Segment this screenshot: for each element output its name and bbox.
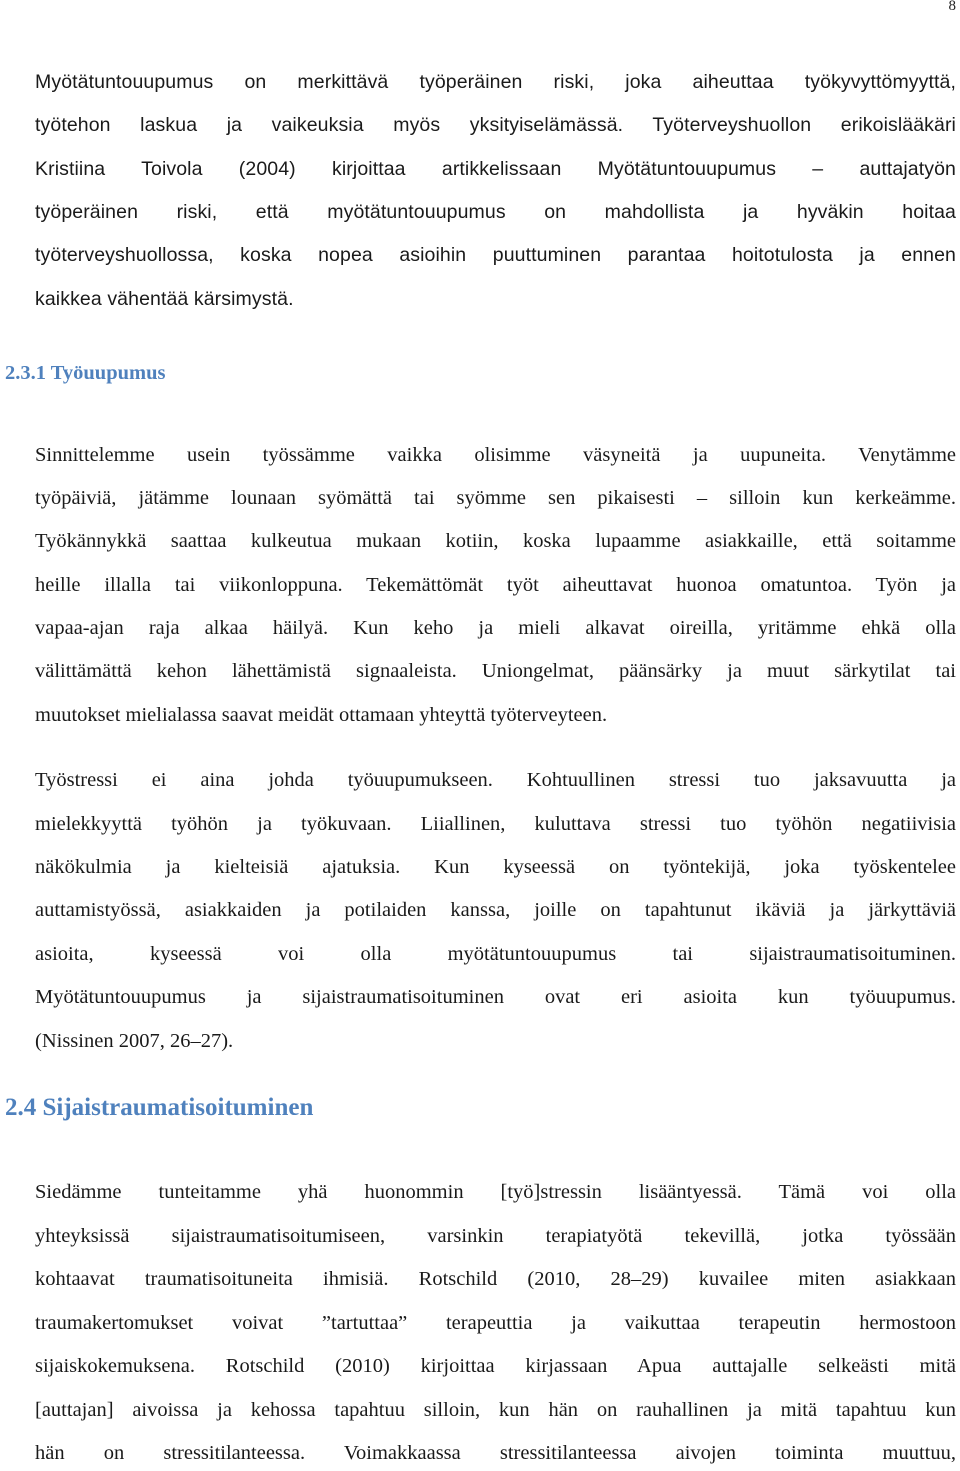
paragraph-line: (Nissinen 2007, 26–27). — [35, 1030, 234, 1052]
paragraph-line: Sinnittelemme usein työssämme vaikka olisimme väsyneitä ja uupuneita. Venytämme — [35, 444, 956, 466]
paragraph-line: yhteyksissä sijaistraumatisoitumiseen, varsinkin terapiatyötä tekevillä, jotka työssään — [35, 1225, 956, 1247]
paragraph-line: kohtaavat traumatisoituneita ihmisiä. Rotschild (2010, 28–29) kuvailee miten asiakkaan — [35, 1268, 956, 1290]
paragraph-line: työperäinen riski, että myötätuntouupumus on mahdollista ja hyväkin hoitaa — [35, 201, 956, 223]
paragraph-line: heille illalla tai viikonloppuna. Tekemättömät työt aiheuttavat huonoa omatuntoa. Työn ja — [35, 574, 956, 596]
paragraph-line: traumakertomukset voivat ”tartuttaa” terapeuttia ja vaikuttaa terapeutin hermostoon — [35, 1312, 956, 1334]
paragraph-line: kaikkea vähentää kärsimystä. — [35, 288, 294, 310]
paragraph-line: asioita, kyseessä voi olla myötätuntouupumus tai sijaistraumatisoituminen. — [35, 943, 956, 965]
paragraph-line: Työstressi ei aina johda työuupumukseen. Kohtuullinen stressi tuo jaksavuutta ja — [35, 769, 956, 791]
paragraph-line: [auttajan] aivoissa ja kehossa tapahtuu silloin, kun hän on rauhallinen ja mitä tapahtuu kun — [35, 1399, 956, 1421]
paragraph-line: mielekkyyttä työhön ja työkuvaan. Liiallinen, kuluttava stressi tuo työhön negatiivisia — [35, 813, 956, 835]
paragraph-line: Siedämme tunteitamme yhä huonommin [työ]stressin lisääntyessä. Tämä voi olla — [35, 1181, 956, 1203]
paragraph-line: hän on stressitilanteessa. Voimakkaassa stressitilanteessa aivojen toiminta muuttuu, — [35, 1442, 956, 1464]
paragraph-line: Myötätuntouupumus ja sijaistraumatisoituminen ovat eri asioita kun työuupumus. — [35, 986, 956, 1008]
paragraph-line: sijaiskokemuksena. Rotschild (2010) kirjoittaa kirjassaan Apua auttajalle selkeästi mitä — [35, 1355, 956, 1377]
page-number: 8 — [948, 0, 956, 14]
paragraph-line: muutokset mielialassa saavat meidät ottamaan yhteyttä työterveyteen. — [35, 704, 608, 726]
section-heading-2-4: 2.4 Sijaistraumatisoituminen — [5, 1094, 314, 1121]
paragraph-line: välittämättä kehon lähettämistä signaaleista. Uniongelmat, päänsärky ja muut särkytilat tai — [35, 660, 956, 682]
section-heading-2-3-1: 2.3.1 Työuupumus — [5, 362, 166, 384]
paragraph-line: työpäiviä, jätämme lounaan syömättä tai syömme sen pikaisesti – silloin kun kerkeämme. — [35, 487, 956, 509]
paragraph-line: työterveyshuollossa, koska nopea asioihin puuttuminen parantaa hoitotulosta ja ennen — [35, 244, 956, 266]
paragraph-line: Työkännykkä saattaa kulkeutua mukaan kotiin, koska lupaamme asiakkaille, että soitamme — [35, 530, 956, 552]
paragraph-line: vapaa-ajan raja alkaa häilyä. Kun keho ja mieli alkavat oireilla, yritämme ehkä olla — [35, 617, 956, 639]
paragraph-line: auttamistyössä, asiakkaiden ja potilaiden kanssa, joille on tapahtunut ikäviä ja järkyttäviä — [35, 899, 956, 921]
paragraph-line: Myötätuntouupumus on merkittävä työperäinen riski, joka aiheuttaa työkyvyttömyyttä, — [35, 71, 956, 93]
paragraph-line: työtehon laskua ja vaikeuksia myös yksityiselämässä. Työterveyshuollon erikoislääkäri — [35, 114, 956, 136]
paragraph-line: näkökulmia ja kielteisiä ajatuksia. Kun kyseessä on työntekijä, joka työskentelee — [35, 856, 956, 878]
paragraph-line: Kristiina Toivola (2004) kirjoittaa artikkelissaan Myötätuntouupumus – auttajatyön — [35, 158, 956, 180]
